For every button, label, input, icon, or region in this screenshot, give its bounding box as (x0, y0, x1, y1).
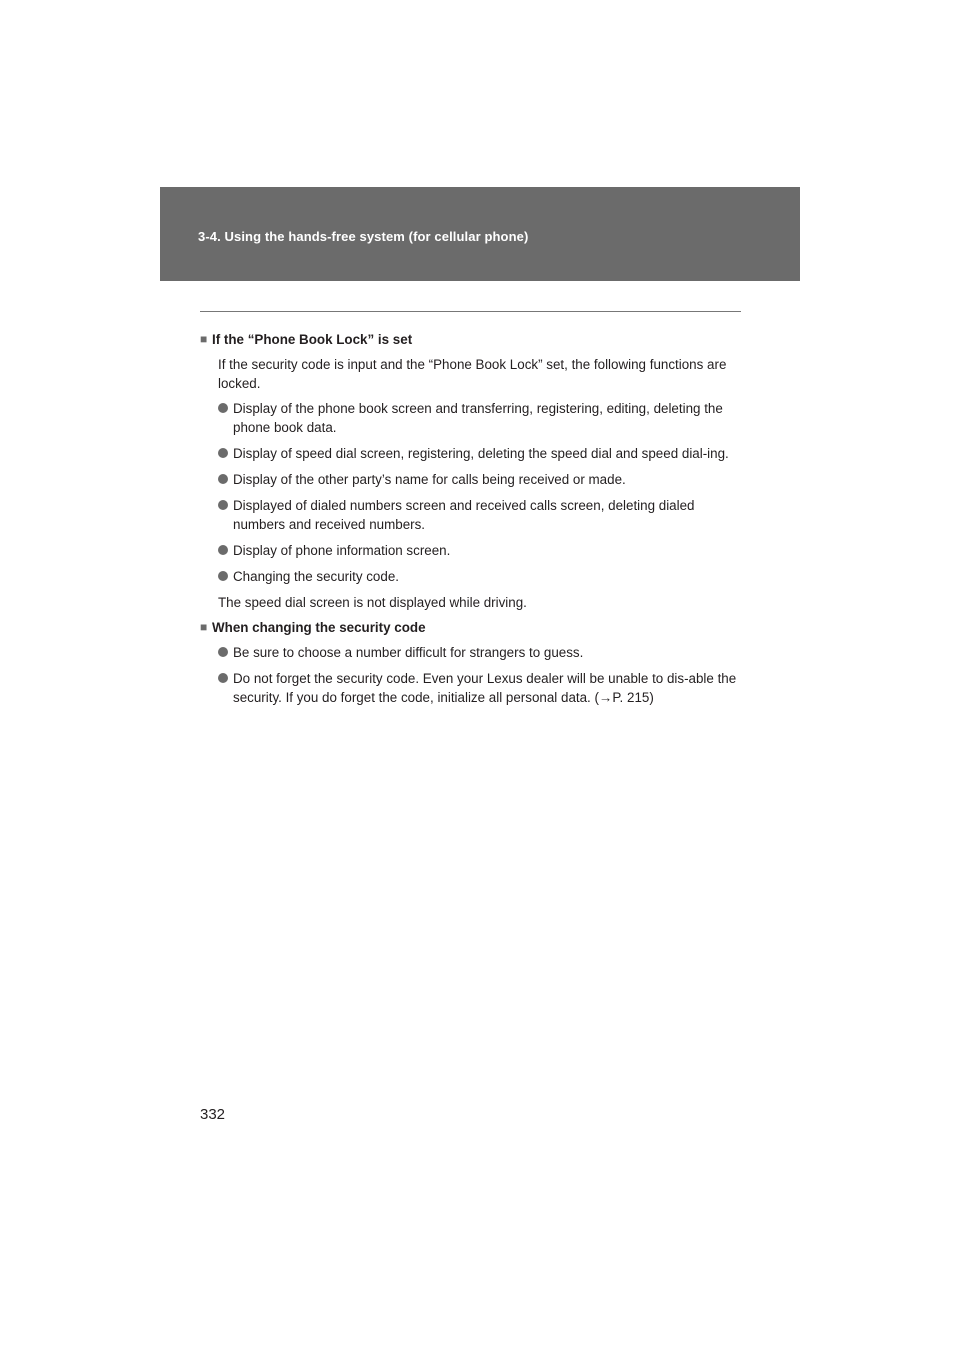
circle-bullet-icon (218, 571, 228, 581)
circle-bullet-icon (218, 647, 228, 657)
section-note: The speed dial screen is not displayed while driving. (218, 595, 527, 610)
circle-bullet-icon (218, 474, 228, 484)
chapter-header-bar (160, 187, 800, 281)
circle-bullet-icon (218, 673, 228, 683)
list-item (218, 541, 740, 560)
section-heading-phone-book-lock (200, 330, 740, 349)
list-item (218, 567, 740, 586)
list-item (218, 470, 740, 489)
list-item (218, 669, 740, 707)
circle-bullet-icon (218, 545, 228, 555)
chapter-title: 3-4. Using the hands-free system (for cellular phone) (198, 229, 529, 244)
list-item-text: Display of the other party’s name for calls being received or made. (233, 472, 626, 487)
list-item-text: Display of phone information screen. (233, 543, 451, 558)
list-item (218, 496, 740, 534)
square-bullet-icon: ■ (200, 620, 208, 634)
header-divider (200, 311, 741, 312)
page-content (200, 330, 740, 714)
list-item-text: Do not forget the security code. Even your Lexus dealer will be unable to dis-able the security. If you do forget the code, initialize all personal data. (→P. 215) (233, 671, 737, 705)
list-item (218, 444, 740, 463)
section-heading-text: If the “Phone Book Lock” is set (212, 332, 413, 347)
list-item-text: Be sure to choose a number difficult for strangers to guess. (233, 645, 584, 660)
section-heading-security-code (200, 618, 740, 637)
list-item-text: Changing the security code. (233, 569, 399, 584)
list-item-text: Display of speed dial screen, registering, deleting the speed dial and speed dial-ing. (233, 446, 729, 461)
circle-bullet-icon (218, 403, 228, 413)
page-number: 332 (200, 1106, 226, 1123)
list-item (218, 643, 740, 662)
circle-bullet-icon (218, 500, 228, 510)
square-bullet-icon: ■ (200, 332, 208, 346)
list-item (218, 399, 740, 437)
circle-bullet-icon (218, 448, 228, 458)
list-item-text: Displayed of dialed numbers screen and received calls screen, deleting dialed numbers and received numbers. (233, 498, 695, 532)
section-intro: If the security code is input and the “Phone Book Lock” set, the following functions are locked. (218, 357, 727, 391)
list-item-text: Display of the phone book screen and transferring, registering, editing, deleting the phone book data. (233, 401, 723, 435)
section-heading-text: When changing the security code (212, 620, 426, 635)
